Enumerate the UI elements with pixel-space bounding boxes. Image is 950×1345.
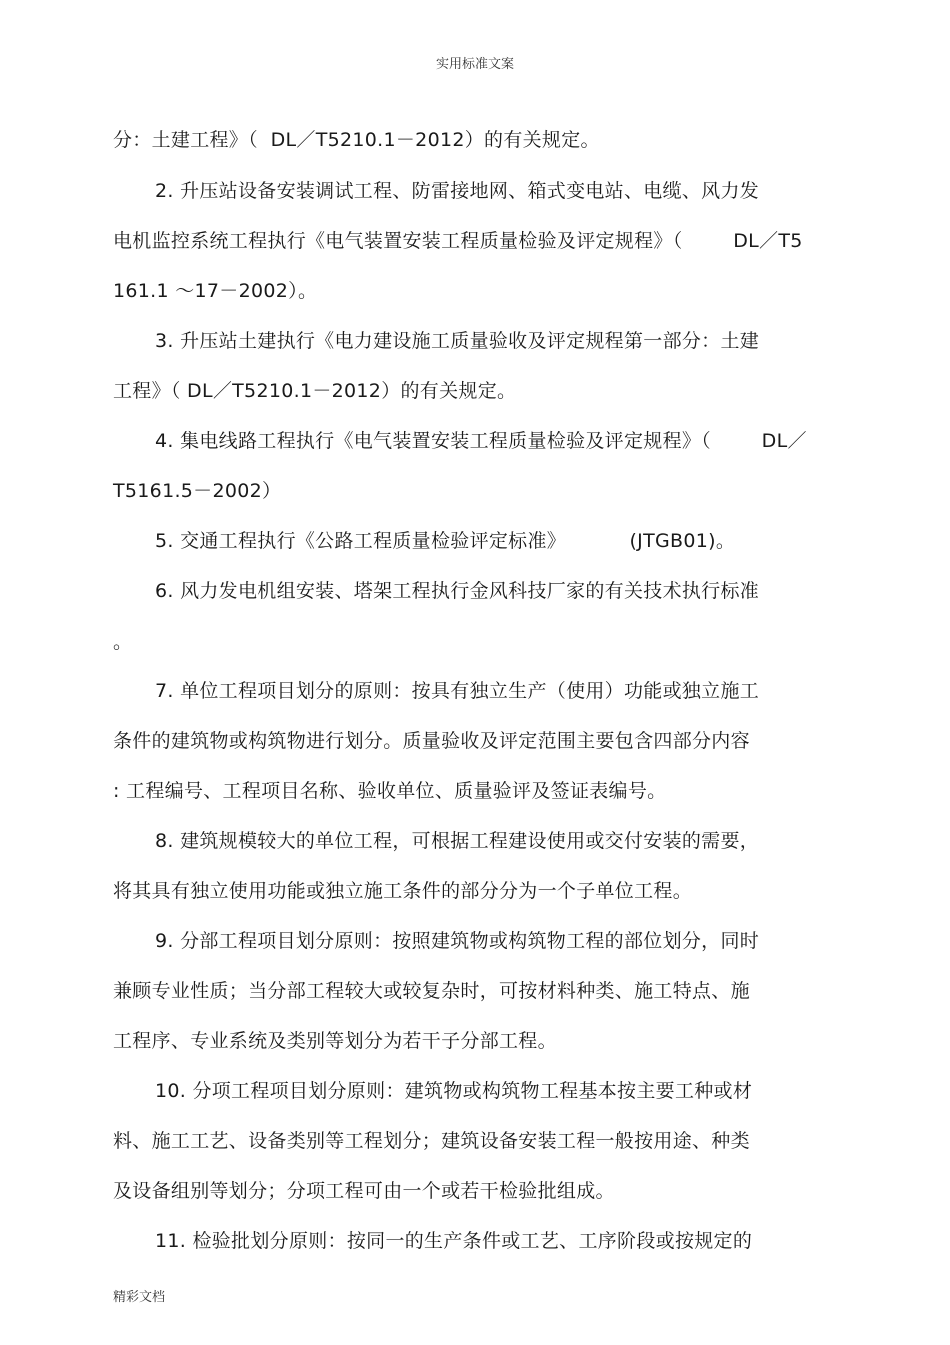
text-line: 电机监控系统工程执行《电气装置安装工程质量检验及评定规程》（ DL／T5 [113,230,803,252]
text-line: 11. 检验批划分原则：按同一的生产条件或工艺、工序阶段或按规定的 [155,1230,753,1252]
text-line: 兼顾专业性质；当分部工程较大或较复杂时，可按材料种类、施工特点、施 [113,980,750,1002]
text-line: 7. 单位工程项目划分的原则：按具有独立生产（使用）功能或独立施工 [155,680,760,702]
text-line: 6. 风力发电机组安装、塔架工程执行金风科技厂家的有关技术执行标准 [155,580,760,602]
page-header: 实用标准文案 [435,57,514,72]
text-line: : 工程编号、工程项目名称、验收单位、质量验评及签证表编号。 [113,780,667,802]
text-line: 5. 交通工程执行《公路工程质量检验评定标准》 (JTGB01)。 [155,530,736,552]
text-line: 3. 升压站土建执行《电力建设施工质量验收及评定规程第一部分：土建 [155,330,760,352]
text-line: 。 [113,631,133,653]
text-line: 条件的建筑物或构筑物进行划分。质量验收及评定范围主要包含四部分内容 [113,730,750,752]
text-line: 9. 分部工程项目划分原则：按照建筑物或构筑物工程的部位划分，同时 [155,930,760,952]
text-line: 161.1 ～17－2002）。 [113,280,318,302]
text-line: 料、施工工艺、设备类别等工程划分；建筑设备安装工程一般按用途、种类 [113,1130,750,1152]
text-line: 2. 升压站设备安装调试工程、防雷接地网、箱式变电站、电缆、风力发 [155,180,760,202]
text-line: 4. 集电线路工程执行《电气装置安装工程质量检验及评定规程》（ DL／ [155,430,807,452]
text-line: 工程》（ DL／T5210.1－2012）的有关规定。 [113,380,517,402]
text-line: 工程序、专业系统及类别等划分为若干子分部工程。 [113,1030,557,1052]
page-footer: 精彩文档 [113,1290,166,1305]
text-line: 分：土建工程》（ DL／T5210.1－2012）的有关规定。 [113,129,600,151]
text-line: 8. 建筑规模较大的单位工程，可根据工程建设使用或交付安装的需要， [155,830,760,852]
text-line: T5161.5－2002） [113,480,282,502]
text-line: 10. 分项工程项目划分原则：建筑物或构筑物工程基本按主要工种或材 [155,1080,753,1102]
text-line: 将其具有独立使用功能或独立施工条件的部分分为一个子单位工程。 [113,880,693,902]
text-line: 及设备组别等划分；分项工程可由一个或若干检验批组成。 [113,1180,615,1202]
